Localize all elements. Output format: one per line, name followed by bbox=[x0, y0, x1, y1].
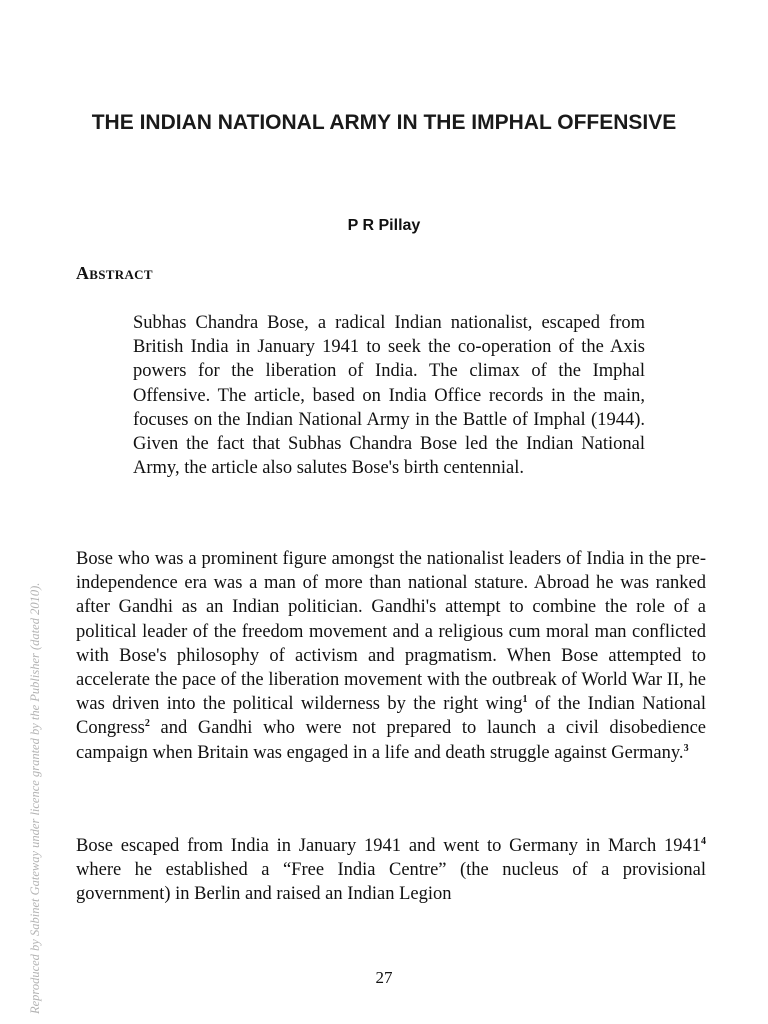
footnote-ref-3[interactable]: 3 bbox=[683, 742, 689, 754]
publisher-watermark: Reproduced by Sabinet Gateway under licence granted by the Publisher (dated 2010). bbox=[28, 582, 42, 1014]
article-title: THE INDIAN NATIONAL ARMY IN THE IMPHAL OFFENSIVE bbox=[91, 111, 677, 134]
body-paragraph-1 bbox=[76, 547, 706, 765]
paragraph-1-text-c: and Gandhi who were not prepared to launch a civil disobedience campaign when Britain was engaged in a life and death struggle against Germany. bbox=[76, 718, 706, 763]
footnote-ref-1[interactable]: 1 bbox=[522, 694, 528, 706]
footnote-ref-4[interactable]: 4 bbox=[701, 835, 706, 847]
paragraph-1-text-b: of the Indian National Congress bbox=[76, 694, 706, 739]
abstract-heading: Abstract bbox=[76, 263, 153, 283]
paragraph-2-text-a: Bose escaped from India in January 1941 and went to Germany in March 1941 bbox=[76, 836, 701, 856]
body-paragraph-2 bbox=[76, 834, 706, 907]
abstract-text: Subhas Chandra Bose, a radical Indian nationalist, escaped from British India in January 1941 to seek the co-operation of the Axis powers for the liberation of India. The climax of the Imphal Offensive. The article, based on India Office records in the main, focuses on the Indian National Army in the Battle of Imphal (1944). Given the fact that Subhas Chandra Bose led the Indian National Army, the article also salutes Bose's birth centennial. bbox=[133, 313, 645, 479]
footnote-ref-2[interactable]: 2 bbox=[144, 718, 150, 730]
paragraph-2-text-b: where he established a “Free India Centre” (the nucleus of a provisional government) in Berlin and raised an Indian Legion bbox=[76, 860, 706, 905]
author-name: P R Pillay bbox=[347, 217, 421, 234]
paragraph-1-text-a: Bose who was a prominent figure amongst the nationalist leaders of India in the pre-independence era was a man of more than national stature. Abroad he was ranked after Gandhi as an Indian politician. Gandhi's attempt to combine the role of a political leader of the freedom movement and a religious cum moral man conflicted with Bose's philosophy of activism and pragmatism. When Bose attempted to accelerate the pace of the liberation movement with the outbreak of World War II, he was driven into the political wilderness by the right wing bbox=[76, 549, 706, 715]
page-number: 27 bbox=[375, 968, 393, 987]
